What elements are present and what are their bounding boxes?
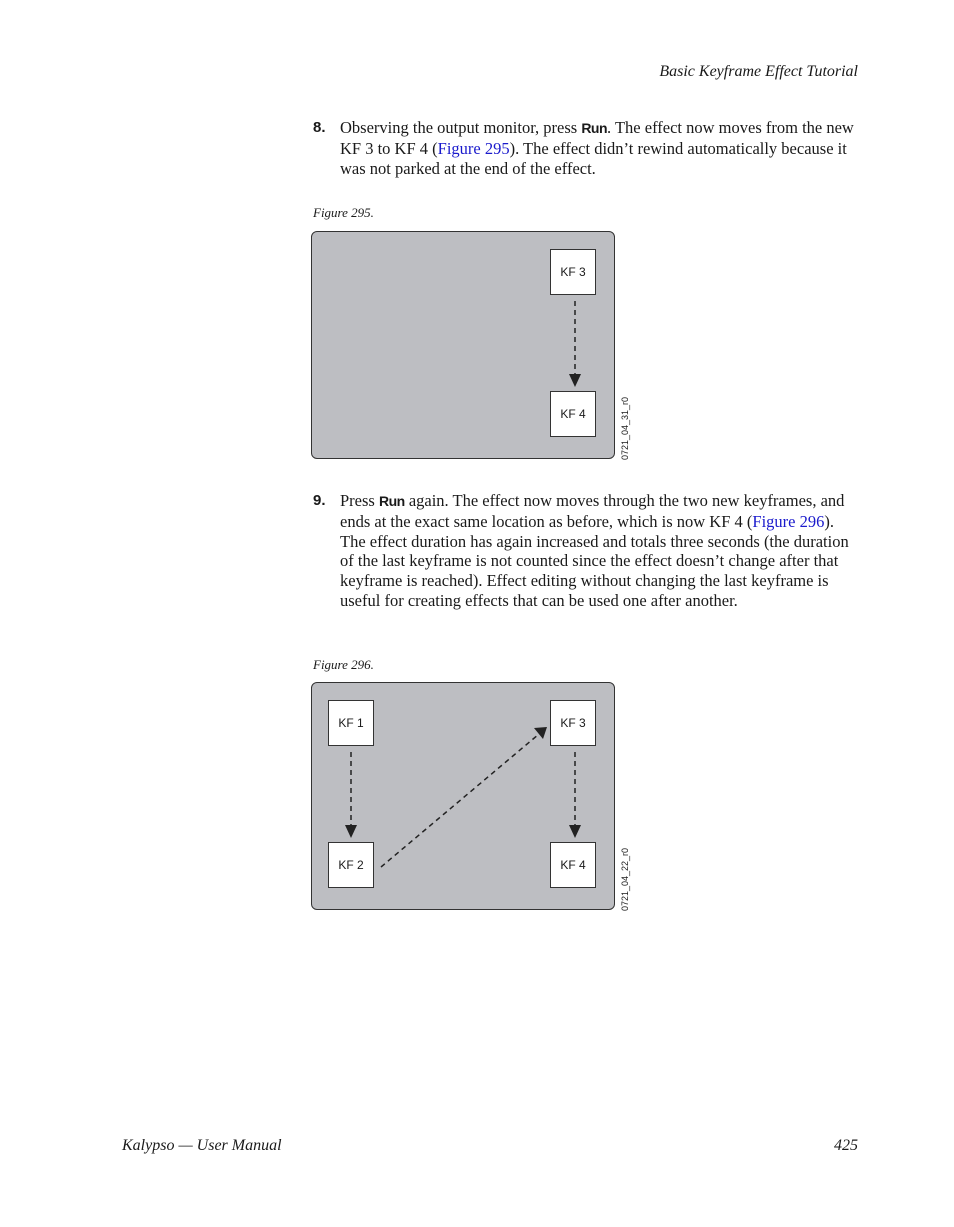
run-key: Run: [378, 493, 405, 509]
keyframe-kf4: KF 4: [550, 842, 596, 888]
keyframe-kf3: KF 3: [550, 249, 596, 295]
step-number: 9.: [313, 492, 326, 509]
step-number: 8.: [313, 119, 326, 136]
keyframe-kf4: KF 4: [550, 391, 596, 437]
path-kf2-kf3: [381, 734, 539, 867]
keyframe-kf1: KF 1: [328, 700, 374, 746]
running-head: Basic Keyframe Effect Tutorial: [659, 63, 858, 80]
figure-295: [311, 231, 630, 460]
footer-manual-title: Kalypso — User Manual: [122, 1137, 282, 1154]
keyframe-kf2: KF 2: [328, 842, 374, 888]
page-number: 425: [834, 1137, 858, 1154]
arrowhead: [345, 825, 357, 838]
figure-id: 0721_04_22_r0: [620, 847, 630, 911]
figure-296-caption: Figure 296.: [313, 657, 374, 672]
figure-296: [311, 682, 630, 911]
arrowhead: [569, 825, 581, 838]
figure-295-link[interactable]: Figure 295: [437, 138, 510, 158]
keyframe-kf3: KF 3: [550, 700, 596, 746]
step-8: [313, 118, 861, 178]
figure-id: 0721_04_31_r0: [620, 396, 630, 460]
arrowhead: [569, 374, 581, 387]
figure-296-link[interactable]: Figure 296: [752, 511, 825, 531]
step-text: Press Run again. The effect now moves through the two new keyframes, and ends at the exact same location as before, which is now KF 4 (Figure 296). The effect duration has again increased and totals three seconds (the duration of the last keyframe is not counted since the effect doesn’t change after that keyframe is reached). Effect editing without changing the last keyframe is useful for creating effects that can be used one after another.: [340, 491, 849, 610]
step-text: Observing the output monitor, press Run. The effect now moves from the new KF 3 to KF 4 (Figure 295). The effect didn’t rewind automatically because it was not parked at the end of the effect.: [340, 118, 854, 178]
figure-295-caption: Figure 295.: [313, 205, 374, 220]
step-9: [313, 491, 861, 611]
run-key: Run: [581, 120, 608, 136]
